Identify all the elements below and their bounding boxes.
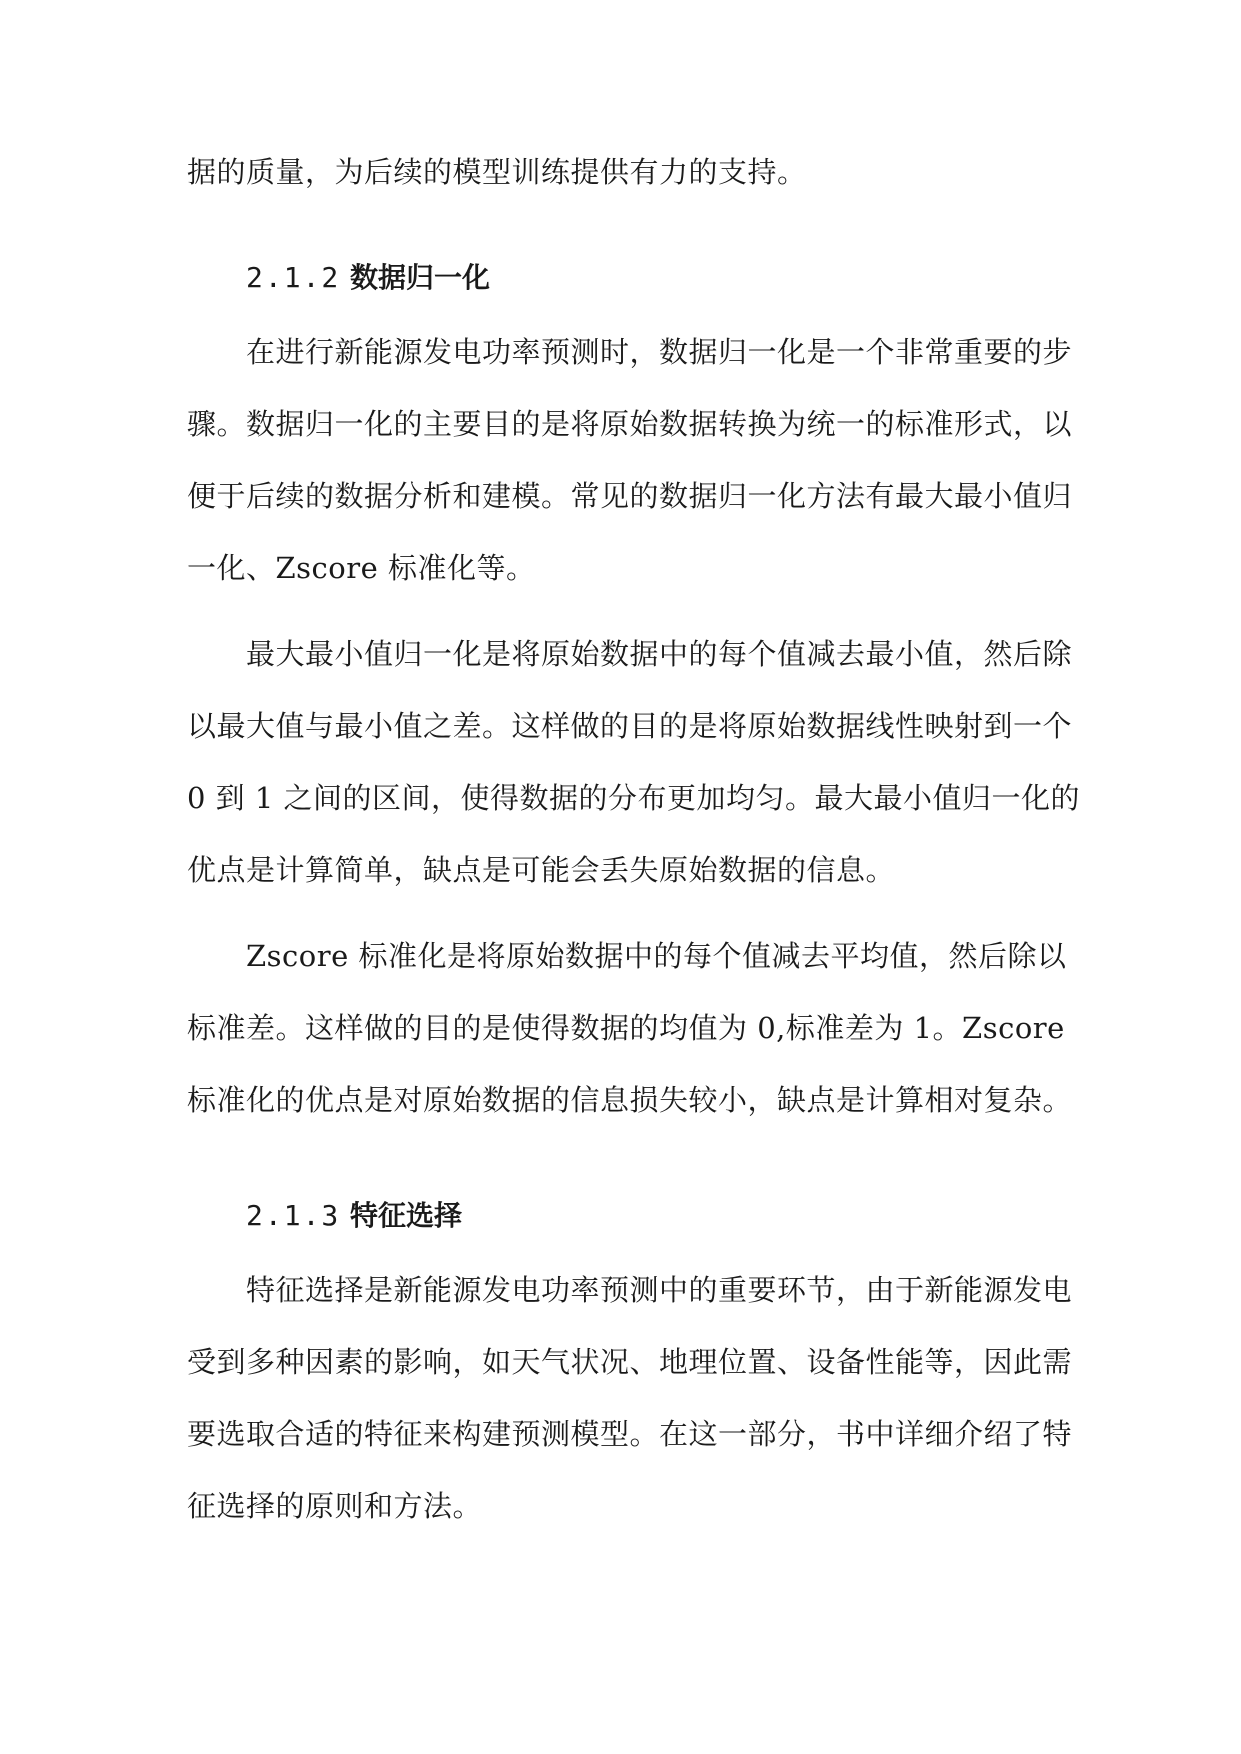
text-line: 0 到 1 之间的区间，使得数据的分布更加均匀。最大最小值归一化的: [187, 781, 1081, 815]
text-line: 要选取合适的特征来构建预测模型。在这一部分，书中详细介绍了特: [187, 1417, 1073, 1451]
section-number: 2.1.2: [246, 261, 341, 294]
intro-paragraph: [187, 136, 1053, 208]
text-line: 标准化的优点是对原始数据的信息损失较小，缺点是计算相对复杂。: [187, 1083, 1073, 1117]
text-line: 最大最小值归一化是将原始数据中的每个值减去最小值，然后除: [187, 637, 1073, 671]
text-line: 在进行新能源发电功率预测时，数据归一化是一个非常重要的步: [187, 335, 1073, 369]
text-line: 受到多种因素的影响，如天气状况、地理位置、设备性能等，因此需: [187, 1345, 1073, 1379]
text-line: 征选择的原则和方法。: [187, 1489, 483, 1523]
section-heading-2-1-2: [246, 258, 490, 298]
text-line: 以最大值与最小值之差。这样做的目的是将原始数据线性映射到一个: [187, 709, 1073, 743]
section-number: 2.1.3: [246, 1199, 341, 1232]
text-line: 优点是计算简单，缺点是可能会丢失原始数据的信息。: [187, 853, 896, 887]
text-line: 骤。数据归一化的主要目的是将原始数据转换为统一的标准形式，以: [187, 407, 1073, 441]
paragraph-minmax: [187, 618, 1081, 906]
section-heading-2-1-3: [246, 1196, 462, 1236]
text-line: Zscore 标准化是将原始数据中的每个值减去平均值，然后除以: [187, 939, 1067, 973]
paragraph-feature-selection: [187, 1254, 1073, 1542]
text-line: 据的质量，为后续的模型训练提供有力的支持。: [187, 155, 807, 189]
section-title: 特征选择: [350, 1199, 463, 1232]
section-title: 数据归一化: [350, 261, 491, 294]
text-line: 标准差。这样做的目的是使得数据的均值为 0,标准差为 1。Zscore: [187, 1011, 1065, 1045]
text-line: 便于后续的数据分析和建模。常见的数据归一化方法有最大最小值归: [187, 479, 1073, 513]
paragraph-normalization-intro: [187, 316, 1073, 604]
text-line: 特征选择是新能源发电功率预测中的重要环节，由于新能源发电: [187, 1273, 1073, 1307]
text-line: 一化、Zscore 标准化等。: [187, 551, 536, 585]
paragraph-zscore: [187, 920, 1073, 1136]
